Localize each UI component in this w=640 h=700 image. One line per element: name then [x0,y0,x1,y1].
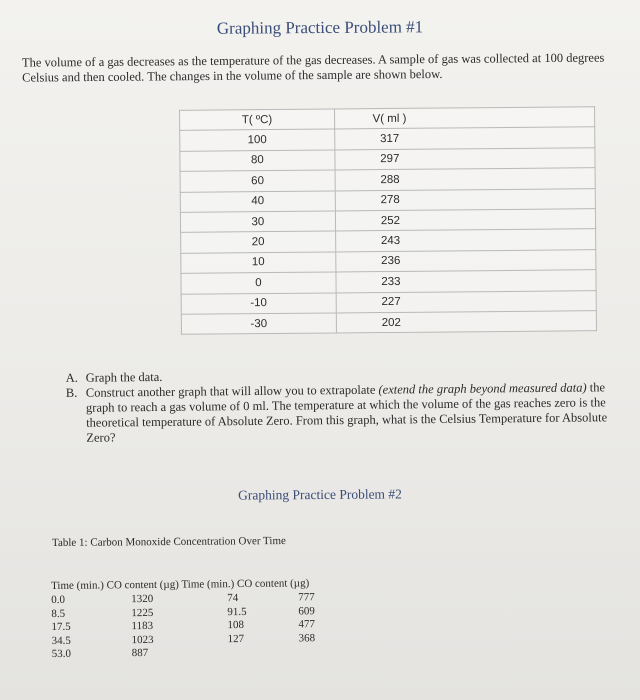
time-value: 53.0 [51,648,72,661]
co-value: 1320 [131,592,154,606]
temperature-cell: 20 [181,231,336,253]
co-value: 609 [298,604,315,618]
co-column-2 [298,591,315,646]
temperature-cell: -10 [181,292,336,314]
co-value: 1183 [131,620,154,633]
time-value: 127 [227,632,245,645]
volume-cell: 243 [335,229,595,252]
temperature-cell: 100 [180,129,335,151]
co-table-header: Time (min.) CO content (µg) Time (min.) CO content (µg) [51,577,310,592]
temperature-cell: 80 [180,150,335,172]
problem1-title: Graphing Practice Problem #1 [216,17,424,38]
time-value: 34.5 [51,634,71,647]
time-column-1 [51,594,71,662]
temperature-cell: 30 [180,211,335,233]
co-value: 477 [298,618,316,631]
co-value: 887 [131,647,149,660]
problem1-intro: The volume of a gas decreases as the temperature of the gas decreases. A sample of gas was collected at 100 degrees Celsius and then cooled. The changes in the volume of the sample are shown below. [21,50,605,85]
volume-cell: 288 [335,168,595,191]
table1-caption: Table 1: Carbon Monoxide Concentration Over Time [51,534,286,550]
volume-cell: 317 [334,127,594,150]
temperature-cell: T( ºC) [180,109,335,131]
question-b-emphasis: (extend the graph beyond measured data) [378,380,587,397]
question-b-label: B. [65,385,78,400]
temperature-volume-table [179,106,597,335]
question-b-text-start: Construct another graph that will allow you to extrapolate [85,382,379,400]
volume-cell: 278 [335,188,595,211]
problem1-questions [66,365,627,446]
co-value: 1225 [131,606,154,619]
temperature-cell: -30 [181,313,336,335]
volume-cell: 236 [336,249,596,272]
co-value: 1023 [131,633,154,646]
time-column-2 [227,592,247,647]
time-value: 74 [227,592,239,605]
question-a-text: Graph the data. [85,369,163,385]
volume-cell: 252 [335,209,595,232]
volume-cell: 233 [336,270,596,293]
time-value: 91.5 [227,605,247,618]
volume-cell: V( ml ) [334,107,594,130]
co-column-1 [131,593,154,661]
volume-cell: 202 [336,311,596,334]
temperature-cell: 0 [181,272,336,294]
temperature-cell: 40 [180,191,335,213]
problem2-title: Graphing Practice Problem #2 [238,486,402,503]
co-value: 777 [298,591,315,604]
question-b-text [86,380,627,446]
question-b-text-end: the graph to reach a gas volume of 0 ml. The temperature at which the volume of the gas reaches zero is the theoretical temperature of Absolute Zero. From this graph, what is the Celsius Temperature for Absolute Zero? [85,380,608,445]
volume-cell: 227 [336,290,596,313]
time-value: 0.0 [51,593,66,606]
temperature-cell: 60 [180,170,335,192]
question-a-label: A. [65,370,78,385]
time-value: 108 [227,619,245,632]
volume-cell: 297 [335,147,595,170]
co-value: 368 [298,632,316,645]
time-value: 17.5 [51,620,71,634]
question-b [66,380,627,446]
table-row [181,311,596,335]
temperature-cell: 10 [181,252,336,274]
time-value: 8.5 [51,607,66,620]
